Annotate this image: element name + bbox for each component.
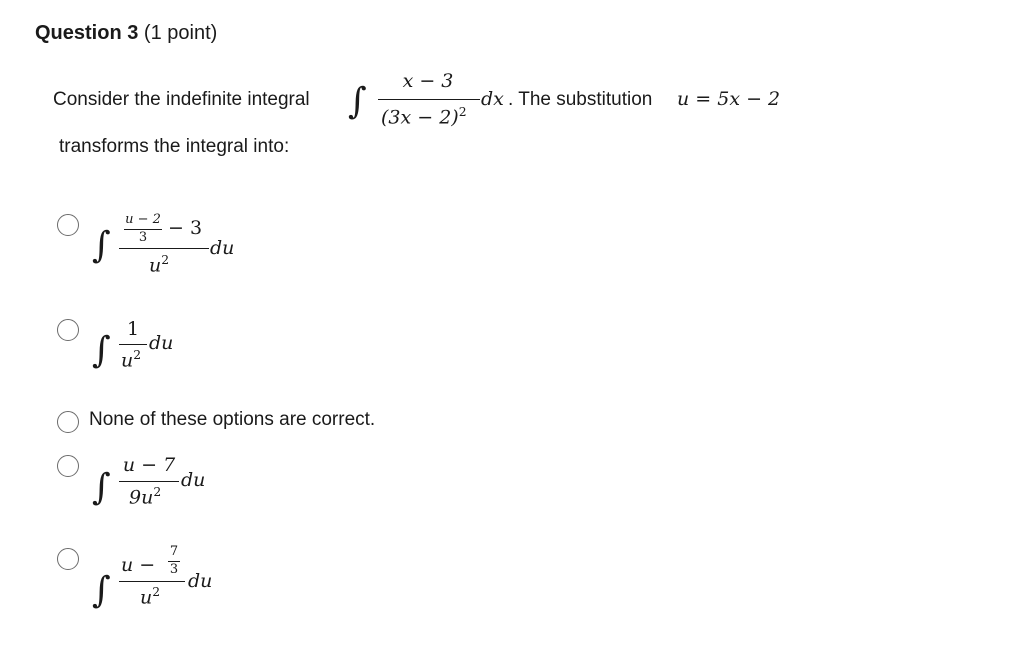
option-e-small-denominator: 3 (169, 562, 179, 577)
option-b-numerator: 1 (126, 318, 140, 340)
option-d-radio[interactable] (57, 455, 79, 477)
option-a-numerator-tail: − 3 (168, 217, 203, 239)
prompt-second-line: transforms the integral into: (59, 136, 290, 157)
integral-numerator: x − 3 (402, 70, 454, 92)
option-a-inner-denominator: 3 (138, 230, 148, 245)
prompt-before-text: Consider the indefinite integral (53, 89, 310, 110)
prompt-after-text: . The substitution (508, 89, 653, 110)
option-a-radio[interactable] (57, 214, 79, 236)
option-a-denominator: $u^2$ (149, 253, 170, 277)
option-b-differential: du (149, 332, 174, 354)
option-c-radio[interactable] (57, 411, 79, 433)
option-b-radio[interactable] (57, 319, 79, 341)
option-a-inner-numerator: u − 2 (125, 212, 161, 227)
integral-sign: ∫ (348, 81, 367, 122)
option-e-denominator: $u^2$ (140, 585, 161, 609)
option-e-fraction-bar (119, 581, 185, 582)
question-number: Question 3 (35, 22, 139, 44)
option-d-differential: du (181, 469, 206, 491)
option-b-integral-sign: ∫ (92, 330, 111, 371)
option-b-fraction-bar (119, 344, 147, 345)
option-a-integral-sign: ∫ (92, 225, 111, 266)
option-a-differential: du (210, 237, 235, 259)
option-e-differential: du (188, 570, 213, 592)
integral-differential: dx (481, 88, 504, 110)
option-e-integral-sign: ∫ (92, 570, 111, 611)
option-d-fraction-bar (119, 481, 179, 482)
substitution-expression: u = 5x − 2 (677, 88, 781, 110)
integral-denominator: $(3x - 2)^2$ (381, 105, 467, 129)
option-a-fraction-bar (119, 248, 209, 249)
option-e-small-numerator: 7 (169, 544, 179, 559)
option-c-label: None of these options are correct. (89, 409, 376, 430)
option-e-numerator-head: u − (121, 554, 156, 576)
question-title (35, 22, 217, 45)
option-d-numerator: u − 7 (122, 454, 176, 476)
option-d-integral-sign: ∫ (92, 467, 111, 508)
option-e-radio[interactable] (57, 548, 79, 570)
question-points: (1 point) (143, 22, 218, 44)
integral-fraction-bar (378, 99, 480, 100)
option-d-denominator: $9u^2$ (129, 485, 162, 509)
option-b-denominator: $u^2$ (121, 348, 142, 372)
